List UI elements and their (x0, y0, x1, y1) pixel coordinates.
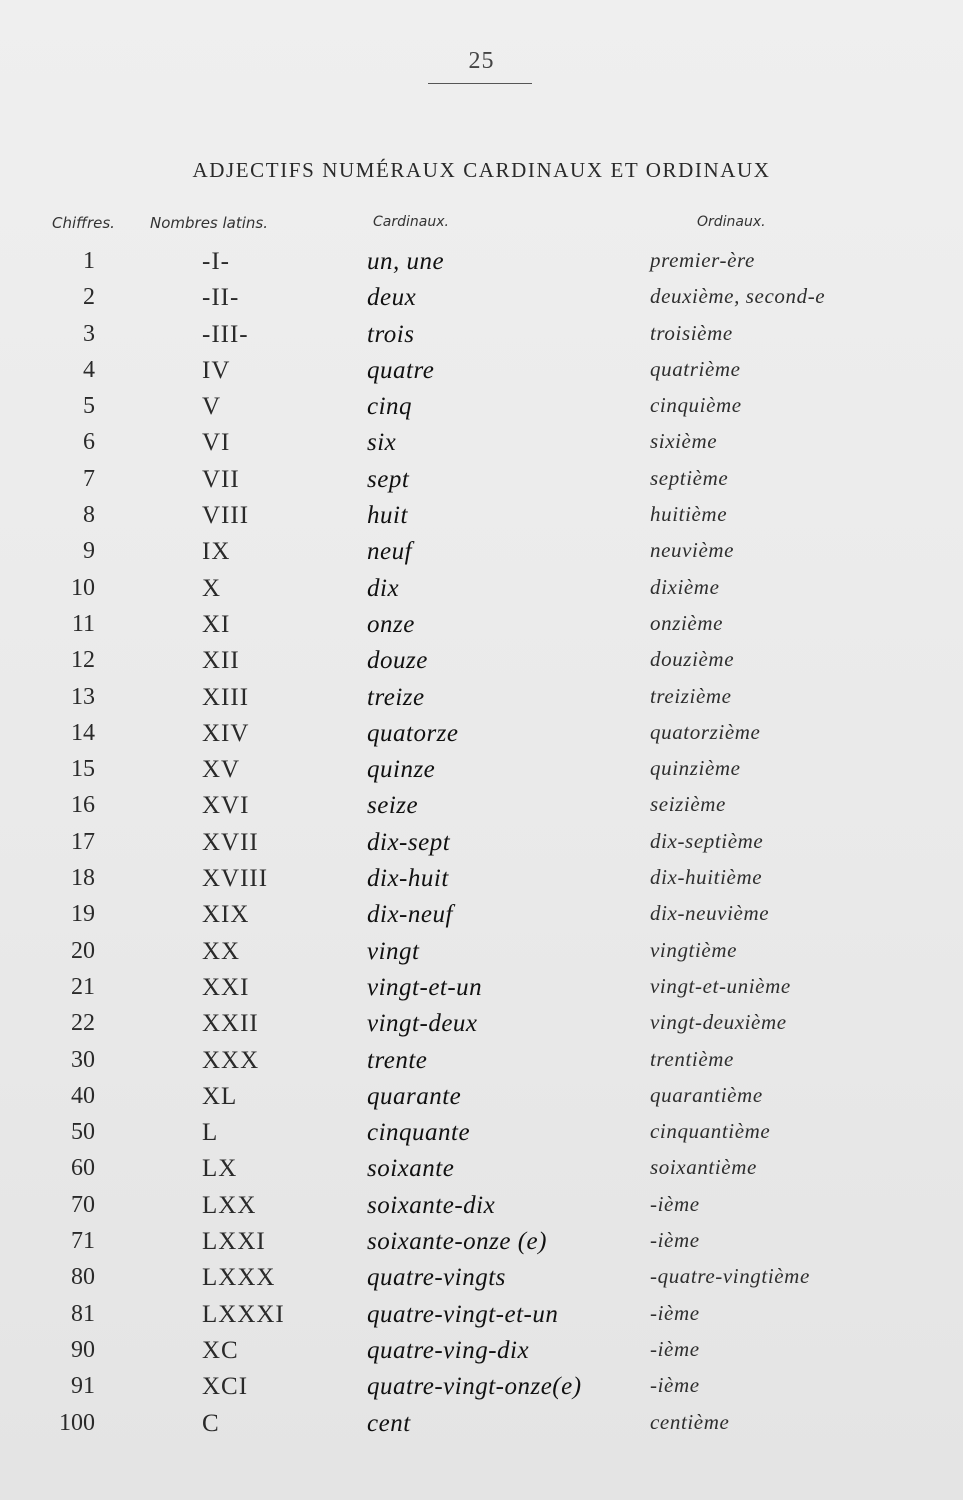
cardinal-word: douze (367, 647, 428, 675)
numeral-digits: 17 (71, 828, 95, 855)
ordinal-word: dixième (650, 574, 720, 599)
ordinal-word: -ième (650, 1336, 700, 1361)
table-row (0, 357, 963, 393)
roman-numeral: XII (202, 647, 240, 675)
table-row (0, 720, 963, 756)
roman-numeral: IV (202, 356, 231, 384)
cardinal-word: quarante (367, 1082, 462, 1110)
table-row (0, 1373, 963, 1409)
table-row (0, 974, 963, 1010)
cardinal-word: trois (367, 320, 415, 348)
cardinal-word: quatre (367, 356, 435, 384)
table-row (0, 1337, 963, 1373)
ordinal-word: huitième (650, 502, 728, 527)
cardinal-word: soixante (367, 1155, 455, 1183)
numeral-digits: 6 (83, 429, 95, 456)
cardinal-word: six (367, 429, 397, 457)
table-row (0, 393, 963, 429)
ordinal-word: vingtième (650, 937, 738, 962)
numeral-digits: 8 (83, 502, 95, 529)
cardinal-word: un, une (367, 248, 445, 275)
table-row (0, 429, 963, 465)
numeral-digits: 4 (83, 356, 95, 383)
cardinal-word: dix-huit (367, 865, 449, 893)
ordinal-word: sixième (650, 429, 718, 454)
table-row (0, 284, 963, 320)
column-header-chiffres: Chiffres. (52, 214, 115, 232)
numeral-table (0, 248, 963, 1446)
roman-numeral: XIX (202, 901, 250, 929)
ordinal-word: quatrième (650, 356, 741, 381)
cardinal-word: soixante-onze (e) (367, 1228, 547, 1256)
numeral-digits: 19 (71, 901, 95, 928)
table-row (0, 248, 963, 284)
table-row (0, 611, 963, 647)
numeral-digits: 60 (71, 1155, 95, 1182)
table-row (0, 1410, 963, 1446)
table-row (0, 466, 963, 502)
numeral-digits: 90 (71, 1336, 95, 1363)
ordinal-word: centième (650, 1409, 730, 1434)
roman-numeral: LXXXI (202, 1300, 285, 1328)
cardinal-word: huit (367, 502, 408, 530)
cardinal-word: cinq (367, 393, 413, 421)
cardinal-word: quatorze (367, 719, 459, 747)
table-row (0, 938, 963, 974)
roman-numeral: XVI (202, 792, 250, 820)
ordinal-word: cinquantième (650, 1119, 771, 1144)
ordinal-word: -ième (650, 1228, 700, 1253)
roman-numeral: XL (202, 1082, 238, 1110)
numeral-digits: 71 (71, 1228, 95, 1255)
ordinal-word: treizième (650, 683, 732, 708)
numeral-digits: 81 (71, 1300, 95, 1327)
numeral-digits: 12 (71, 647, 95, 674)
cardinal-word: quinze (367, 756, 436, 784)
table-row (0, 1264, 963, 1300)
table-row (0, 684, 963, 720)
numeral-digits: 7 (83, 465, 95, 492)
ordinal-word: septième (650, 465, 729, 490)
numeral-digits: 80 (71, 1264, 95, 1291)
cardinal-word: sept (367, 465, 410, 493)
roman-numeral: XI (202, 610, 231, 638)
page-number-rule (428, 83, 532, 84)
roman-numeral: -III- (202, 320, 249, 348)
page-number: 25 (468, 48, 495, 74)
numeral-digits: 15 (71, 756, 95, 783)
cardinal-word: dix (367, 574, 400, 602)
table-row (0, 1155, 963, 1191)
roman-numeral: LXX (202, 1191, 257, 1219)
cardinal-word: seize (367, 792, 419, 820)
table-row (0, 1301, 963, 1337)
cardinal-word: treize (367, 683, 425, 711)
table-row (0, 321, 963, 357)
roman-numeral: XXX (202, 1046, 260, 1074)
table-row (0, 1047, 963, 1083)
ordinal-word: seizième (650, 792, 726, 817)
roman-numeral: XVIII (202, 865, 269, 893)
cardinal-word: quatre-ving-dix (367, 1336, 530, 1364)
column-header-nombres-latins: Nombres latins. (150, 214, 269, 232)
numeral-digits: 40 (71, 1082, 95, 1109)
numeral-digits: 13 (71, 683, 95, 710)
roman-numeral: IX (202, 538, 231, 566)
roman-numeral: XXII (202, 1010, 259, 1038)
table-row (0, 756, 963, 792)
roman-numeral: XX (202, 937, 241, 965)
roman-numeral: LXXX (202, 1264, 276, 1292)
roman-numeral: XCI (202, 1373, 249, 1401)
ordinal-word: -ième (650, 1373, 700, 1398)
roman-numeral: VI (202, 429, 231, 457)
roman-numeral: X (202, 574, 222, 602)
ordinal-word: vingt-deuxième (650, 1010, 787, 1035)
table-row (0, 792, 963, 828)
cardinal-word: onze (367, 610, 415, 638)
ordinal-word: douzième (650, 647, 735, 672)
numeral-digits: 91 (71, 1373, 95, 1400)
roman-numeral: XV (202, 756, 241, 784)
roman-numeral: C (202, 1409, 220, 1437)
roman-numeral: XIII (202, 683, 250, 711)
table-row (0, 1228, 963, 1264)
ordinal-word: premier-ère (650, 248, 755, 272)
roman-numeral: -II- (202, 284, 240, 312)
numeral-digits: 3 (83, 320, 95, 347)
ordinal-word: trentième (650, 1046, 734, 1071)
ordinal-word: deuxième, second-e (650, 284, 826, 309)
ordinal-word: troisième (650, 320, 733, 345)
cardinal-word: cent (367, 1409, 411, 1437)
roman-numeral: LX (202, 1155, 238, 1183)
roman-numeral: VII (202, 465, 240, 493)
cardinal-word: trente (367, 1046, 428, 1074)
table-row (0, 901, 963, 937)
numeral-digits: 5 (83, 393, 95, 420)
ordinal-word: dix-septième (650, 828, 764, 853)
cardinal-word: soixante-dix (367, 1191, 496, 1219)
numeral-digits: 70 (71, 1191, 95, 1218)
ordinal-word: onzième (650, 610, 724, 635)
cardinal-word: dix-neuf (367, 901, 453, 929)
roman-numeral: XVII (202, 828, 259, 856)
ordinal-word: soixantième (650, 1155, 757, 1180)
ordinal-word: quatorzième (650, 719, 761, 744)
cardinal-word: deux (367, 284, 417, 312)
numeral-digits: 14 (71, 719, 95, 746)
roman-numeral: L (202, 1119, 219, 1147)
cardinal-word: neuf (367, 538, 413, 566)
table-row (0, 502, 963, 538)
cardinal-word: quatre-vingt-et-un (367, 1300, 559, 1328)
roman-numeral: V (202, 393, 222, 421)
table-row (0, 865, 963, 901)
table-row (0, 538, 963, 574)
numeral-digits: 9 (83, 538, 95, 565)
cardinal-word: dix-sept (367, 828, 451, 856)
roman-numeral: XC (202, 1336, 239, 1364)
roman-numeral: -I- (202, 248, 230, 275)
numeral-digits: 50 (71, 1119, 95, 1146)
ordinal-word: -ième (650, 1300, 700, 1325)
numeral-digits: 22 (71, 1010, 95, 1037)
table-row (0, 1083, 963, 1119)
roman-numeral: LXXI (202, 1228, 266, 1256)
table-row (0, 575, 963, 611)
ordinal-word: cinquième (650, 393, 742, 418)
ordinal-word: dix-huitième (650, 865, 763, 890)
ordinal-word: dix-neuvième (650, 901, 770, 926)
numeral-digits: 20 (71, 937, 95, 964)
ordinal-word: -ième (650, 1191, 700, 1216)
cardinal-word: cinquante (367, 1119, 471, 1147)
cardinal-word: vingt-deux (367, 1010, 478, 1038)
numeral-digits: 30 (71, 1046, 95, 1073)
numeral-digits: 21 (71, 973, 95, 1000)
table-row (0, 647, 963, 683)
numeral-digits: 11 (71, 610, 95, 637)
table-row (0, 1010, 963, 1046)
roman-numeral: VIII (202, 502, 250, 530)
cardinal-word: vingt-et-un (367, 973, 483, 1001)
numeral-digits: 18 (71, 865, 95, 892)
ordinal-word: quarantième (650, 1082, 763, 1107)
ordinal-word: neuvième (650, 538, 735, 563)
page-title: ADJECTIFS NUMÉRAUX CARDINAUX ET ORDINAUX (192, 158, 771, 182)
numeral-digits: 100 (59, 1409, 95, 1436)
roman-numeral: XIV (202, 719, 250, 747)
roman-numeral: XXI (202, 973, 250, 1001)
table-row (0, 829, 963, 865)
table-row (0, 1119, 963, 1155)
cardinal-word: quatre-vingts (367, 1264, 506, 1292)
numeral-digits: 2 (83, 284, 95, 311)
cardinal-word: vingt (367, 937, 420, 965)
numeral-digits: 1 (83, 248, 95, 274)
ordinal-word: -quatre-vingtième (650, 1264, 810, 1289)
ordinal-word: quinzième (650, 756, 741, 781)
cardinal-word: quatre-vingt-onze(e) (367, 1373, 582, 1401)
column-header-ordinaux: Ordinaux. (697, 214, 766, 230)
column-header-cardinaux: Cardinaux. (373, 214, 449, 230)
numeral-digits: 16 (71, 792, 95, 819)
table-row (0, 1192, 963, 1228)
ordinal-word: vingt-et-unième (650, 973, 791, 998)
numeral-digits: 10 (71, 574, 95, 601)
